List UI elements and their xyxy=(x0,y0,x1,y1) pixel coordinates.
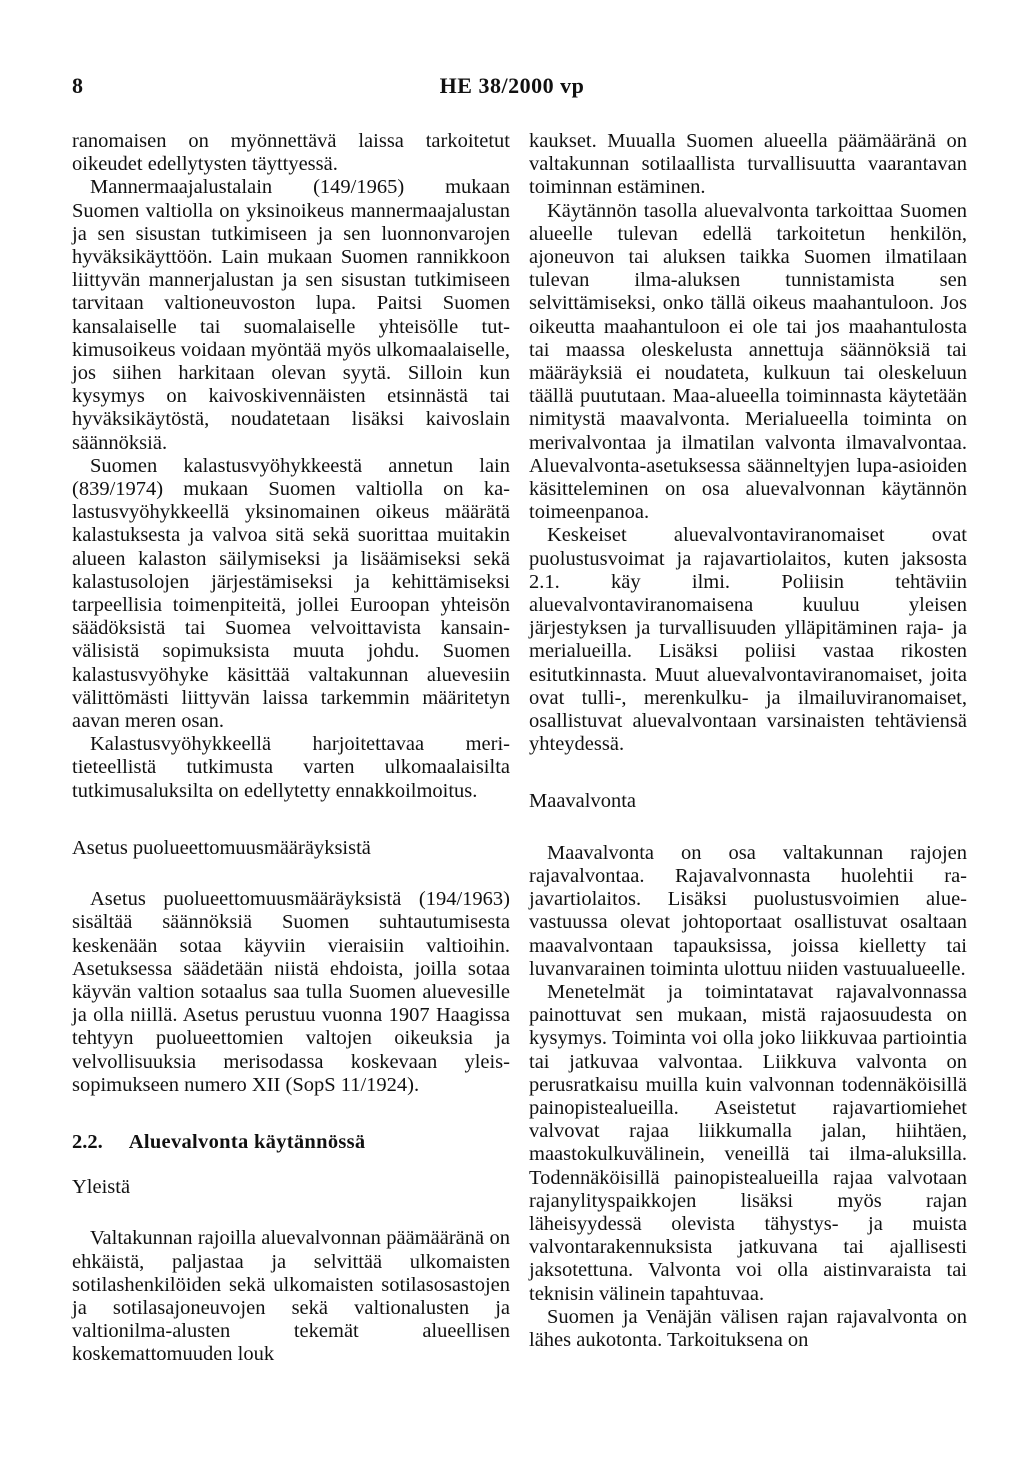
paragraph-maavalvonta: Maavalvonta on osa valtakunnan rajojen rajavalvontaa. Rajavalvonnasta huolehtii rajavartiolaitos. Lisäksi puolustusvoimien aluevastuussa olevat johtoportaat osallistuvat osaltaan maavalvontaan tapauksissa, joissa kielletty tai luvanvarainen toiminta ulottuu niiden vastuualueelle. xyxy=(529,841,967,980)
paragraph-kalastusvyohyke: Suomen kalastusvyöhykkeestä annetun lain (839/1974) mukaan Suomen valtiolla on kalastusvyöhykkeellä yksinomainen oikeus määrätä kalastuksesta ja valvoa sitä sekä suorittaa muitakin alueen kalaston säilymiseksi ja lisäämiseksi sekä kalastusolojen järjestämiseksi ja kehittämiseksi tarpeellisia toimenpiteitä, jollei Euroopan yhteisön säädöksistä tai Suomea velvoittavista kansainvälisistä sopimuksista muuta johdu. Suomen kalastusvyöhyke käsittää valtakunnan aluevesiin välittömästi liittyvän laissa tarkemmin määritetyn aavan meren osan. xyxy=(72,454,510,733)
paragraph-continuation-right: kaukset. Muualla Suomen alueella päämääränä on valtakunnan sotilaallista turvallisuutta vaarantavan toiminnan estäminen. xyxy=(529,130,967,199)
left-column xyxy=(72,130,510,1367)
paragraph-continuation: ranomaisen on myönnettävä laissa tarkoitetut oikeudet edellytysten täyttyessä. xyxy=(72,130,510,176)
paragraph-mannermaajalusta: Mannermaajalustalain (149/1965) mukaan Suomen valtiolla on yksinoikeus mannermaajalustan ja sen sisustan tutkimiseen ja sen luonnonvarojen hyväksikäyttöön. Lain mukaan Suomen rannikkoon liittyvän mannerjalustan ja sen sisustan tutkimiseen tarvitaan valtioneuvoston lupa. Paitsi Suomen kansalaiselle tai suomalaiselle yhteisölle tutkimusoikeus voidaan myöntää myös ulkomaalaiselle, jos siihen harkitaan olevan syytä. Silloin kun kysymys on kaivoskivennäisten etsinnästä tai hyväksikäytöstä, noudatetaan lisäksi kaivoslain säännöksiä. xyxy=(72,176,510,454)
section-title: Aluevalvonta käytännössä xyxy=(128,1130,366,1153)
paragraph-keskeiset-viranomaiset: Keskeiset aluevalvontaviranomaiset ovat puolustusvoimat ja rajavartiolaitos, kuten jaksosta 2.1. käy ilmi. Poliisin tehtäviin aluevalvontaviranomaisena kuuluu yleisen järjestyksen ja turvallisuuden ylläpitäminen raja- ja merialueilla. Lisäksi poliisi vastaa rikosten esitutkinnasta. Muut aluevalvontaviranomaiset, joita ovat tulli-, merenkulku- ja ilmailuviranomaiset, osallistuvat aluevalvontaan varsinaisten tehtäviensä yhteydessä. xyxy=(529,524,967,756)
paragraph-suomen-ja-venajan-raja: Suomen ja Venäjän välisen rajan rajavalvonta on lähes aukotonta. Tarkoituksena on xyxy=(529,1305,967,1351)
heading-asetus-puolueettomuus: Asetus puolueettomuusmääräyksistä xyxy=(72,836,371,859)
heading-maavalvonta: Maavalvonta xyxy=(529,790,637,813)
section-heading xyxy=(72,1131,510,1154)
paragraph-asetus-puolueettomuus: Asetus puolueettomuusmääräyksistä (194/1963) sisältää säännöksiä Suomen suhtautumisesta keskenään sotaa käyviin vieraisiin valtioihin. Asetuksessa säädetään niistä ehdoista, joilla sotaa käyvän valtion sotaalus saa tulla Suomen aluevesille ja olla niillä. Asetus perustuu vuonna 1907 Haagissa tehtyyn puolueettomien valtojen oikeuksia ja velvollisuuksia merisodassa koskevaan yleissopimukseen numero XII (SopS 11/1924). xyxy=(72,888,510,1096)
paragraph-menetelmat: Menetelmät ja toimintatavat rajavalvonnassa painottuvat sen mukaan, mistä rajaosuudesta on kysymys. Toiminta voi olla joko liikkuvaa partiointia tai jatkuvaa valvontaa. Liikkuva valvonta on perusratkaisu muilla kuin valvonnan todennäköisillä painopistealueilla. Aseistetut rajavartiomiehet valvovat rajaa liikkumalla jalan, hiihtäen, maastokulkuvälinein, veneillä tai ilma-aluksilla. Todennäköisillä painopistealueilla rajaa valvotaan rajanylityspaikkojen lisäksi myös rajan läheisyydessä olevista tähystys- ja muista valvontarakennuksista jatkuvana tai ajallisesti jaksotettuna. Valvonta voi olla aistinvaraista tai teknisin välinein tapahtuvaa. xyxy=(529,980,967,1305)
right-column xyxy=(529,130,967,1352)
section-number: 2.2. xyxy=(72,1130,103,1153)
paragraph-meritieteellinen-tutkimus: Kalastusvyöhykkeellä harjoitettavaa meritieteellistä tutkimusta varten ulkomaalaisilta tutkimusaluksilta on edellytetty ennakkoilmoitus. xyxy=(72,733,510,802)
paragraph-kaytannon-tasolla: Käytännön tasolla aluevalvonta tarkoittaa Suomen alueelle tulevan edellä tarkoitetun henkilön, ajoneuvon tai aluksen taikka Suomen ilmatilaan tulevan ilma-aluksen tunnistamista sen selvittämiseksi, onko tällä oikeus maahantuloon. Jos oikeutta maahantuloon ei ole tai jos maahantulosta tai maassa oleskelusta annettuja säännöksiä tai määräyksiä ei noudateta, kulkuun tai oleskeluun täällä puututaan. Maa-alueella toiminnasta käytetään nimitystä maavalvonta. Merialueella toiminta on merivalvontaa ja ilmatilan valvonta ilmavalvontaa. Aluevalvonta-asetuksessa säänneltyjen lupa-asioiden käsitteleminen on osa aluevalvonnan käytännön toimeenpanoa. xyxy=(529,199,967,524)
running-head: HE 38/2000 vp xyxy=(439,73,585,98)
page-number: 8 xyxy=(72,73,83,98)
paragraph-valtakunnan-rajoilla: Valtakunnan rajoilla aluevalvonnan päämääränä on ehkäistä, paljastaa ja selvittää ulkomaisten sotilashenkilöiden sekä ulkomaisten sotilasosastojen ja sotilasajoneuvojen sekä valtionalusten ja valtionilma-alusten tekemät alueellisen koskemattomuuden louk xyxy=(72,1227,510,1366)
heading-yleista: Yleistä xyxy=(72,1176,131,1199)
